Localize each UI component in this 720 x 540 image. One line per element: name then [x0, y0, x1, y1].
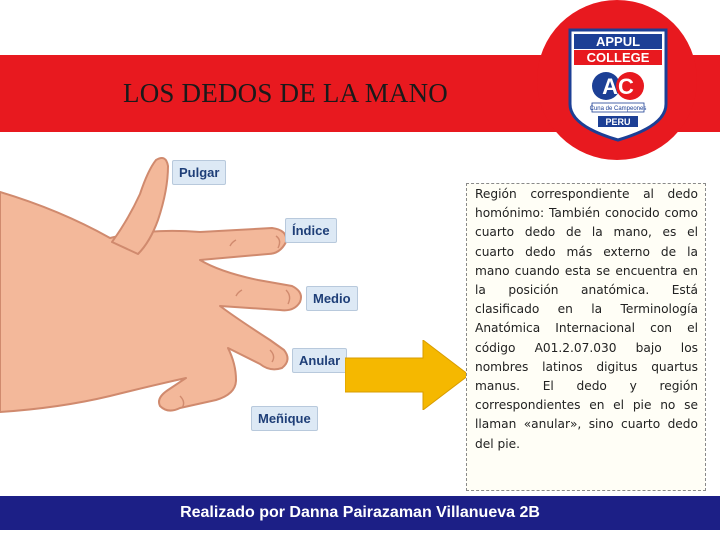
logo-bottom-text: PERU — [605, 117, 631, 127]
logo-middle-text: COLLEGE — [586, 50, 650, 65]
footer-bar — [0, 496, 720, 530]
logo-monogram: AC — [602, 74, 634, 99]
label-anular: Anular — [292, 348, 347, 373]
hand-illustration — [0, 150, 345, 440]
slide-title: LOS DEDOS DE LA MANO — [123, 78, 449, 108]
label-medio: Medio — [306, 286, 358, 311]
logo-motto: Cuna de Campeones — [589, 106, 647, 112]
label-menique: Meñique — [251, 406, 318, 431]
label-indice: Índice — [285, 218, 337, 243]
description-text: Región correspondiente al dedo homónimo: También conocido como cuarto dedo de la mano, es el cuarto dedo más externo de la mano cuando esta se encuentra en la posición anatómica. Está clasificado en la Terminología Anatómica Internacional con el código A01.2.07.030 bajo los nombres latinos digitus quartus manus. El dedo y región correspondientes en el pie no se llaman «anular», sino cuarto dedo del pie. — [475, 187, 698, 451]
description-box — [466, 183, 706, 491]
logo-top-text: APPUL — [595, 34, 641, 49]
arrow-icon — [345, 340, 470, 410]
label-pulgar: Pulgar — [172, 160, 226, 185]
college-logo — [566, 26, 670, 144]
footer-text: Realizado por Danna Pairazaman Villanueva 2B — [180, 504, 540, 521]
